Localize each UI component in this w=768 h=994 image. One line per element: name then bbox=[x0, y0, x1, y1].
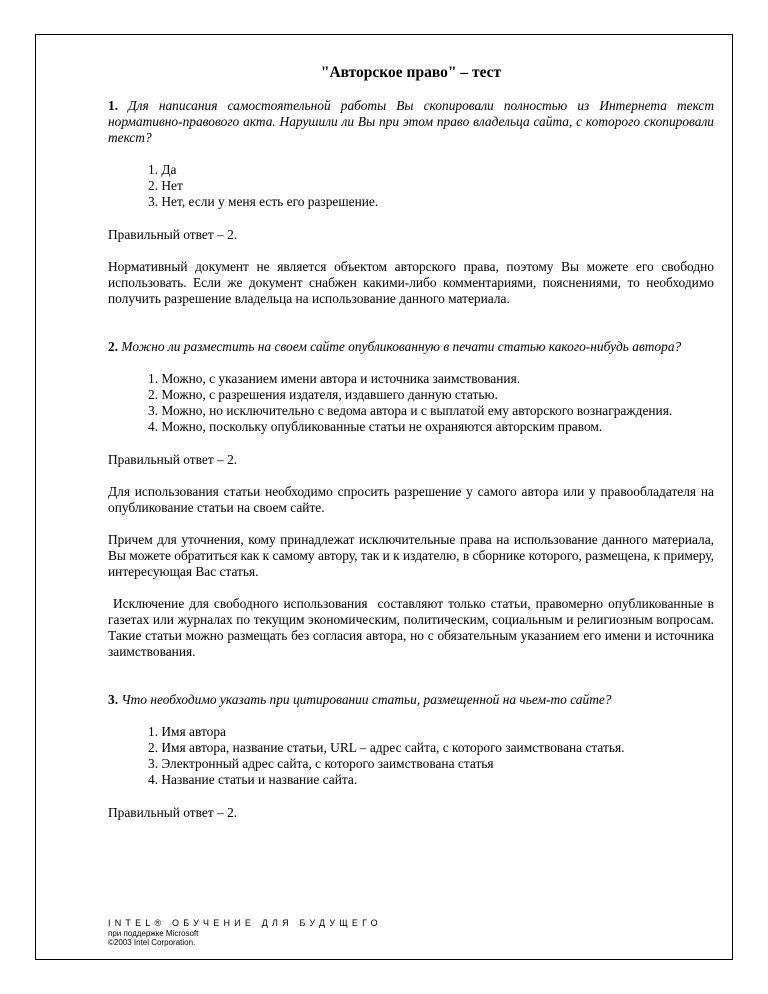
explanation-paragraph: Нормативный документ не является объектом авторского права, поэтому Вы можете его свободно использовать. Если же документ снабжен какими-либо комментариями, пояснениями, то необходимо получить разрешение владельца на использование данного материала. bbox=[108, 259, 714, 306]
option-item: 2. Имя автора, название статьи, URL – адрес сайта, с которого заимствована статья. bbox=[148, 740, 625, 755]
option-item: 1. Имя автора bbox=[148, 724, 226, 739]
option-item: 3. Нет, если у меня есть его разрешение. bbox=[148, 194, 379, 209]
document-body bbox=[108, 64, 718, 837]
answer-2: Правильный ответ – 2. bbox=[108, 452, 238, 467]
answer-3: Правильный ответ – 2. bbox=[108, 805, 238, 820]
options-list-3 bbox=[148, 724, 714, 788]
answer-1: Правильный ответ – 2. bbox=[108, 227, 238, 242]
page-title: "Авторское право" – тест bbox=[320, 64, 502, 81]
spacer bbox=[108, 676, 714, 692]
question-1 bbox=[108, 98, 714, 146]
footer bbox=[108, 918, 382, 947]
footer-copyright: ©2003 Intel Corporation. bbox=[108, 938, 196, 947]
question-2 bbox=[108, 339, 714, 355]
option-item: 2. Можно, с разрешения издателя, издавшего данную статью. bbox=[148, 387, 498, 402]
spacer bbox=[108, 323, 714, 339]
explanation-paragraph: Исключение для свободного использования составляют только статьи, правомерно опубликованные в газетах или журналах по текущим экономическим, политическим, социальным и религиозным вопросам. Такие статьи можно размещать без согласия автора, но с обязательным указанием его имени и источника заимствования. bbox=[108, 596, 718, 659]
question-number: 3. bbox=[108, 692, 119, 707]
option-item: 3. Электронный адрес сайта, с которого заимствована статья bbox=[148, 756, 494, 771]
question-text: Можно ли разместить на своем сайте опубликованную в печати статью какого-нибудь автора? bbox=[121, 339, 682, 354]
explanation-paragraph: Причем для уточнения, кому принадлежат исключительные права на использование данного материала, Вы можете обратиться как к самому автору, так и к издателю, в сборнике которого, размещена, к примеру, интересующая Вас статья. bbox=[108, 532, 714, 579]
question-number: 1. bbox=[108, 98, 119, 113]
explanation-paragraph: Для использования статьи необходимо спросить разрешение у самого автора или у правообладателя на опубликование статьи на своем сайте. bbox=[108, 484, 714, 515]
options-list-2 bbox=[148, 371, 714, 435]
option-item: 1. Да bbox=[148, 162, 177, 177]
question-text: Что необходимо указать при цитировании статьи, размещенной на чьем-то сайте? bbox=[121, 692, 612, 707]
footer-brand: INTEL® ОБУЧЕНИЕ ДЛЯ БУДУЩЕГО bbox=[108, 918, 382, 928]
options-list-1 bbox=[148, 162, 714, 210]
option-item: 2. Нет bbox=[148, 178, 183, 193]
question-number: 2. bbox=[108, 339, 119, 354]
option-item: 4. Название статьи и название сайта. bbox=[148, 772, 358, 787]
footer-support: при поддержке Microsoft bbox=[108, 929, 199, 938]
option-item: 1. Можно, с указанием имени автора и источника заимствования. bbox=[148, 371, 521, 386]
question-text: Для написания самостоятельной работы Вы скопировали полностью из Интернета текст нормативно-правового акта. Нарушили ли Вы при этом право владельца сайта, с которого скопировали текст? bbox=[108, 98, 714, 145]
question-3 bbox=[108, 692, 714, 708]
option-item: 3. Можно, но исключительно с ведома автора и с выплатой ему авторского вознаграждения. bbox=[148, 403, 673, 418]
option-item: 4. Можно, поскольку опубликованные статьи не охраняются авторским правом. bbox=[148, 419, 603, 434]
